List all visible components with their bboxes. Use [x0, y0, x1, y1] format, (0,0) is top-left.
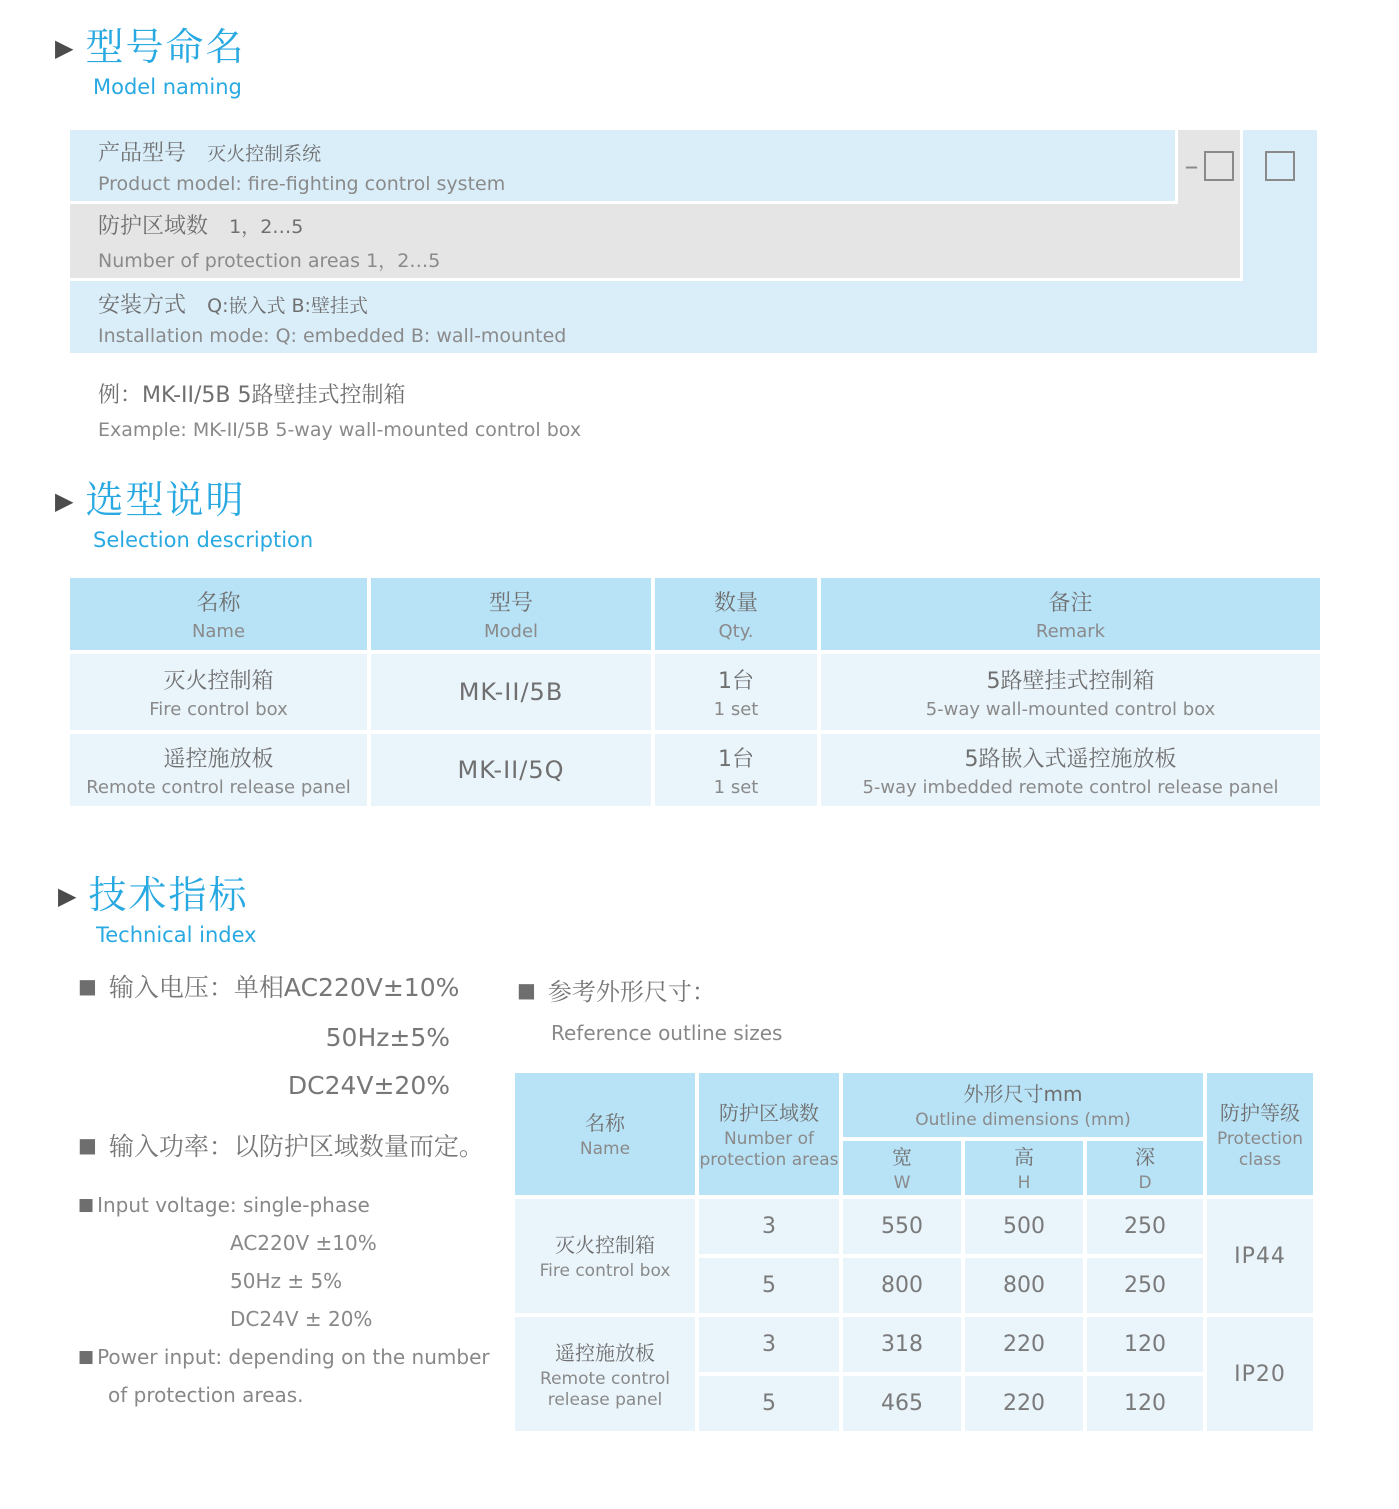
cell-value: IP44 — [1234, 1243, 1286, 1269]
cell-cn: 5路壁挂式控制箱 — [986, 669, 1155, 694]
header-label-en: Outline dimensions (mm) — [915, 1110, 1131, 1131]
cell-cn: 1台 — [718, 669, 754, 694]
header-label-cn: 深 — [1135, 1145, 1155, 1170]
section-title-row — [55, 479, 313, 523]
cell-value: 5 — [762, 1391, 776, 1416]
header-label-cn: 名称 — [585, 1111, 625, 1136]
header-label-cn: 高 — [1014, 1145, 1034, 1170]
diagram-row-product-model — [70, 130, 1175, 201]
selection-header-remark — [821, 578, 1320, 650]
triangle-marker-icon: ▶ — [55, 33, 74, 62]
model-example-cn: 例：MK-II/5B 5路壁挂式控制箱 — [98, 383, 406, 408]
outline-sizes-label — [517, 972, 782, 1045]
cell-value: 250 — [1124, 1214, 1166, 1239]
dims-group2-row2-w — [843, 1376, 961, 1431]
cell-value: 3 — [762, 1214, 776, 1239]
product-model-label-en: Product model: fire-fighting control system — [98, 173, 506, 195]
dims-group1-row1-w — [843, 1199, 961, 1254]
section-title-row — [55, 26, 245, 70]
cell-value: 5 — [762, 1273, 776, 1298]
section-technical-header — [58, 874, 257, 947]
technical-specs-en — [78, 1193, 490, 1407]
dims-group2-row2-areas — [699, 1376, 839, 1431]
header-label-en: Qty. — [718, 621, 754, 642]
header-label-cn: 型号 — [488, 591, 533, 616]
square-bullet-icon: ■ — [78, 974, 97, 998]
cell-cn: 灭火控制箱 — [555, 1233, 655, 1258]
section-selection-header — [55, 479, 313, 552]
selection-header-model — [371, 578, 651, 650]
dims-group1-ip — [1207, 1199, 1313, 1313]
spec-text: Input voltage: single-phase — [97, 1193, 370, 1217]
dims-group1-row1-d — [1087, 1199, 1203, 1254]
protection-areas-note-cn: 1，2…5 — [229, 216, 304, 238]
cell-value: 800 — [881, 1273, 923, 1298]
header-label-en: Number of protection areas — [699, 1128, 839, 1170]
spec-text: 输入电压：单相AC220V±10% — [108, 973, 460, 1002]
cell-en: 1 set — [713, 699, 759, 720]
header-label-cn: 宽 — [892, 1145, 912, 1170]
model-naming-diagram — [70, 130, 1317, 353]
header-label-en: Model — [483, 621, 539, 642]
square-bullet-icon: ■ — [78, 1346, 95, 1367]
cell-value: 250 — [1124, 1273, 1166, 1298]
technical-specs — [78, 968, 490, 1407]
cell-en: Fire control box — [149, 699, 288, 720]
selection-row1-model — [371, 654, 651, 730]
selection-header-name — [70, 578, 367, 650]
selection-header-qty — [655, 578, 817, 650]
spec-voltage-en-line4: DC24V ± 20% — [230, 1307, 373, 1331]
dims-header-outline-group — [843, 1073, 1203, 1137]
header-label-en: Name — [579, 1139, 631, 1160]
header-label-cn: 数量 — [713, 591, 758, 616]
header-label-en: W — [893, 1173, 911, 1194]
square-bullet-icon: ■ — [517, 977, 536, 1002]
product-model-note-cn: 灭火控制系统 — [207, 143, 322, 165]
header-label-cn: 名称 — [196, 591, 241, 616]
section-model-naming-header — [55, 26, 245, 99]
dims-header-class — [1207, 1073, 1313, 1195]
dims-group2-row1-d — [1087, 1317, 1203, 1372]
cell-cn: 灭火控制箱 — [163, 669, 274, 694]
spec-text: Power input: depending on the number — [97, 1345, 490, 1369]
cell-value: 220 — [1003, 1332, 1045, 1357]
diagram-row-installation-mode — [70, 281, 1317, 353]
cell-value: 800 — [1003, 1273, 1045, 1298]
installation-mode-label-en: Installation mode: Q: embedded B: wall-mounted — [98, 324, 567, 347]
spec-voltage-line2: 50Hz±5% — [325, 1023, 450, 1052]
square-bullet-icon: ■ — [78, 1133, 97, 1157]
cell-model: MK-II/5Q — [457, 756, 565, 784]
dimensions-table — [515, 1073, 1313, 1431]
dims-group1-row2-d — [1087, 1258, 1203, 1313]
cell-value: 120 — [1124, 1332, 1166, 1357]
selection-row2-model — [371, 734, 651, 806]
outline-label-cn: 参考外形尺寸： — [547, 978, 716, 1006]
cell-value: 550 — [881, 1214, 923, 1239]
cell-model: MK-II/5B — [458, 678, 564, 706]
cell-value: 318 — [881, 1332, 923, 1357]
outline-label-cn-row — [517, 972, 782, 1007]
cell-en: Fire control box — [539, 1261, 671, 1282]
diagram-row-cn — [98, 136, 1175, 167]
installation-mode-note-cn: Q:嵌入式 B:壁挂式 — [207, 294, 368, 317]
dims-header-height — [965, 1141, 1083, 1195]
spec-voltage-en-line2: AC220V ±10% — [230, 1231, 377, 1255]
header-label-en: H — [1017, 1173, 1031, 1194]
protection-areas-label-en: Number of protection areas 1，2…5 — [98, 250, 441, 272]
cell-value: 220 — [1003, 1391, 1045, 1416]
spec-input-power-cn — [78, 1127, 484, 1163]
header-label-en: Name — [191, 621, 246, 642]
selection-row1-remark — [821, 654, 1320, 730]
section-title-technical: 技术指标 — [88, 873, 249, 917]
section-title-selection: 选型说明 — [85, 478, 246, 522]
section-subtitle-model-naming: Model naming — [93, 74, 242, 99]
cell-cn: 遥控施放板 — [555, 1340, 655, 1365]
dims-group2-row2-d — [1087, 1376, 1203, 1431]
spec-text: 输入功率：以防护区域数量而定。 — [108, 1132, 484, 1161]
dims-group2-row1-w — [843, 1317, 961, 1372]
header-label-en: Remark — [1035, 621, 1106, 642]
dims-header-depth — [1087, 1141, 1203, 1195]
selection-row2-remark — [821, 734, 1320, 806]
cell-en: Remote control release panel — [86, 777, 351, 798]
square-bullet-icon: ■ — [78, 1194, 95, 1215]
dash-glyph: – — [1184, 148, 1199, 182]
cell-value: 3 — [762, 1332, 776, 1357]
dims-group1-name — [515, 1199, 695, 1313]
section-subtitle-selection: Selection description — [93, 527, 314, 552]
protection-areas-label-cn: 防护区域数 — [98, 214, 209, 239]
dims-group2-row1-h — [965, 1317, 1083, 1372]
header-label-cn: 外形尺寸mm — [963, 1082, 1083, 1107]
dims-group2-row2-h — [965, 1376, 1083, 1431]
placeholder-box-icon — [1265, 151, 1295, 181]
header-label-cn: 备注 — [1048, 591, 1093, 616]
model-example-en: Example: MK-II/5B 5-way wall-mounted control box — [98, 419, 582, 441]
cell-value: 120 — [1124, 1391, 1166, 1416]
dims-group2-name — [515, 1317, 695, 1431]
cell-en: 1 set — [713, 777, 759, 798]
section-subtitle-technical: Technical index — [96, 922, 257, 947]
diagram-row-cn — [98, 209, 1240, 240]
selection-table — [70, 578, 1320, 806]
section-title-row — [58, 874, 257, 918]
triangle-marker-icon: ▶ — [58, 881, 77, 910]
triangle-marker-icon: ▶ — [55, 486, 74, 515]
placeholder-box-icon — [1204, 151, 1234, 181]
cell-en: Remote control release panel — [540, 1368, 670, 1410]
cell-en: 5-way wall-mounted control box — [925, 699, 1216, 720]
cell-cn: 遥控施放板 — [163, 747, 274, 772]
dims-group1-row1-areas — [699, 1199, 839, 1254]
cell-value: 500 — [1003, 1214, 1045, 1239]
spec-power-en-line2: of protection areas. — [108, 1383, 304, 1407]
cell-value: IP20 — [1234, 1361, 1286, 1387]
spec-voltage-en-line3: 50Hz ± 5% — [230, 1269, 343, 1293]
diagram-areas-symbol — [1178, 130, 1240, 201]
dims-group1-row2-w — [843, 1258, 961, 1313]
outline-label-en: Reference outline sizes — [551, 1021, 783, 1045]
cell-en: 5-way imbedded remote control release panel — [862, 777, 1279, 798]
dims-header-name — [515, 1073, 695, 1195]
model-example — [98, 378, 581, 441]
diagram-mode-symbol — [1243, 130, 1317, 201]
selection-row2-name — [70, 734, 367, 806]
dims-header-areas — [699, 1073, 839, 1195]
dims-group1-row2-areas — [699, 1258, 839, 1313]
product-model-label-cn: 产品型号 — [98, 141, 187, 166]
diagram-row-protection-areas — [70, 204, 1240, 278]
header-label-en: D — [1138, 1173, 1152, 1194]
selection-row2-qty — [655, 734, 817, 806]
header-label-cn: 防护等级 — [1220, 1100, 1300, 1125]
spec-voltage-line3: DC24V±20% — [287, 1071, 450, 1100]
cell-cn: 1台 — [718, 747, 754, 772]
header-label-en: Protection class — [1216, 1128, 1303, 1170]
cell-cn: 5路嵌入式遥控施放板 — [964, 747, 1177, 772]
dims-group1-row2-h — [965, 1258, 1083, 1313]
diagram-row-cn — [98, 288, 1317, 319]
dims-group2-ip — [1207, 1317, 1313, 1431]
selection-row1-name — [70, 654, 367, 730]
dims-group1-row1-h — [965, 1199, 1083, 1254]
installation-mode-label-cn: 安装方式 — [98, 292, 187, 318]
dims-group2-row1-areas — [699, 1317, 839, 1372]
selection-row1-qty — [655, 654, 817, 730]
header-label-cn: 防护区域数 — [719, 1100, 819, 1125]
section-title-model-naming: 型号命名 — [85, 25, 246, 69]
spec-input-voltage-en — [78, 1193, 450, 1217]
cell-value: 465 — [881, 1391, 923, 1416]
dims-header-width — [843, 1141, 961, 1195]
spec-input-power-en — [78, 1345, 490, 1369]
spec-input-voltage-cn — [78, 968, 460, 1004]
